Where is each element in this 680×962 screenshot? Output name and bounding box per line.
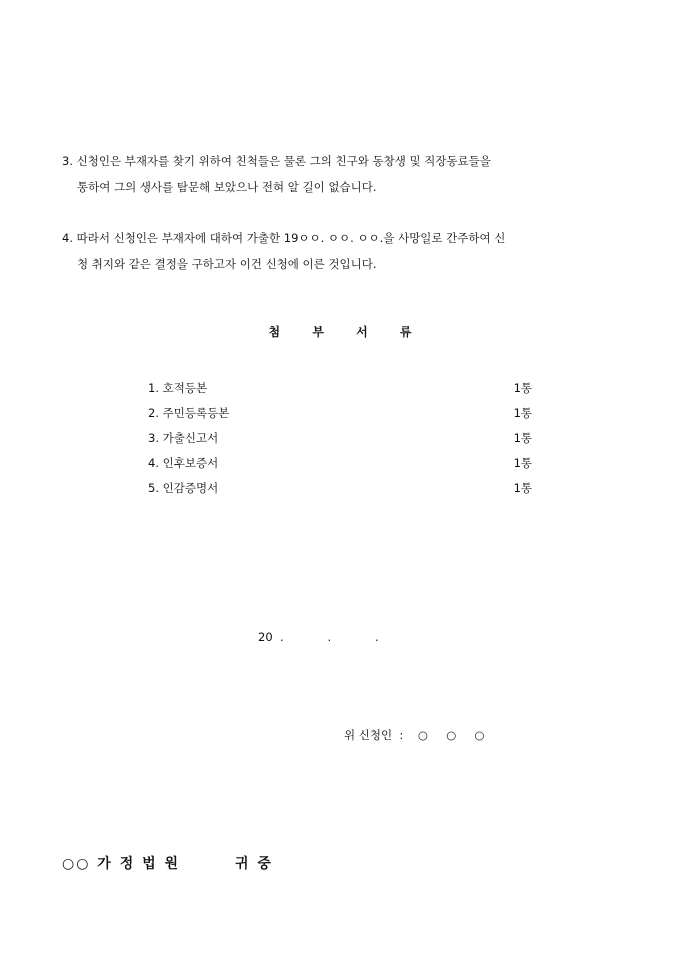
paragraph-3 <box>62 148 624 200</box>
attachment-quantity: 1통 <box>513 456 532 470</box>
attachment-item <box>148 401 532 426</box>
attachments-title: 첨 부 서 류 <box>268 325 426 339</box>
attachment-item <box>148 376 532 401</box>
attachment-name: 3. 가출신고서 <box>148 431 219 445</box>
attachment-name: 4. 인후보증서 <box>148 456 219 470</box>
attachment-name: 1. 호적등본 <box>148 381 208 395</box>
paragraph-4 <box>62 225 624 277</box>
court-addressee: ○○ 가 정 법 원 귀 중 <box>62 856 273 872</box>
attachment-quantity: 1통 <box>513 481 532 495</box>
applicant-signature-line: 위 신청인 : ○ ○ ○ <box>344 728 485 742</box>
paragraph-3-line-2: 통하여 그의 생사를 탐문해 보았으나 전혀 알 길이 없습니다. <box>77 180 377 194</box>
attachments-list <box>148 376 532 501</box>
attachment-item <box>148 476 532 501</box>
paragraph-4-line-2: 청 취지와 같은 결정을 구하고자 이건 신청에 이른 것입니다. <box>77 257 377 271</box>
attachment-name: 2. 주민등록등본 <box>148 406 230 420</box>
attachment-item <box>148 451 532 476</box>
attachment-quantity: 1통 <box>513 406 532 420</box>
attachment-quantity: 1통 <box>513 381 532 395</box>
paragraph-4-line-1: 4. 따라서 신청인은 부재자에 대하여 가출한 19ㅇㅇ. ㅇㅇ. ㅇㅇ.을 사망일로 간주하여 신 <box>62 231 506 245</box>
paragraph-3-line-1: 3. 신청인은 부재자를 찾기 위하여 친척들은 물론 그의 친구와 동창생 및 직장동료들을 <box>62 154 491 168</box>
attachment-item <box>148 426 532 451</box>
filing-date: 20 . . . <box>258 630 379 644</box>
attachment-name: 5. 인감증명서 <box>148 481 219 495</box>
attachment-quantity: 1통 <box>513 431 532 445</box>
